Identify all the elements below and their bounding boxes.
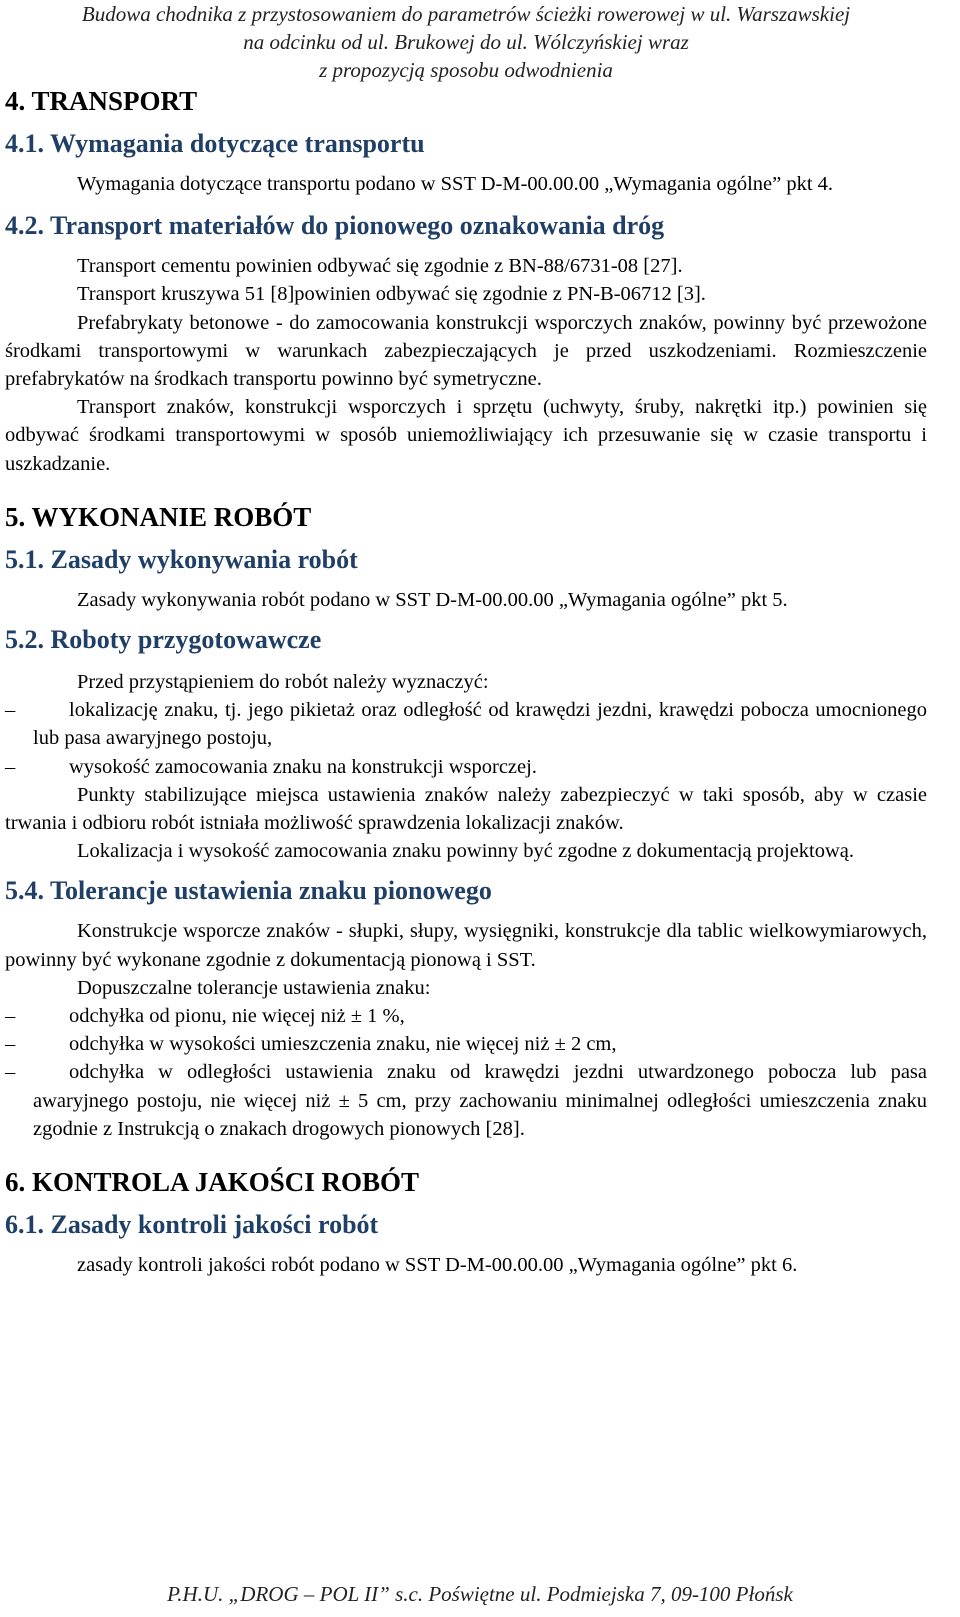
section-6-heading: 6. KONTROLA JAKOŚCI ROBÓT: [5, 1167, 420, 1198]
list-item: [5, 1058, 927, 1143]
header-line-1: Budowa chodnika z przystosowaniem do parametrów ścieżki rowerowej w ul. Warszawskiej: [81, 2, 851, 26]
list-dash: –: [5, 699, 16, 722]
section-5-heading: 5. WYKONANIE ROBÓT: [5, 501, 312, 532]
section-5-2-paragraph-3: Lokalizacja i wysokość zamocowania znaku powinny być zgodne z dokumentacją projektową.: [77, 840, 855, 863]
section-5-2-heading: 5.2. Roboty przygotowawcze: [5, 625, 322, 655]
section-4-2-paragraph-3: Prefabrykaty betonowe - do zamocowania konstrukcji wsporczych znaków, powinny być przewożone środkami transportowymi w warunkach zabezpieczających je przed uszkodzeniami. Rozmieszczenie prefabrykatów na środkach transportu powinno być symetryczne.: [5, 311, 927, 391]
section-5-2-paragraph-2: Punkty stabilizujące miejsca ustawienia znaków należy zabezpieczyć w taki sposób, aby w czasie trwania i odbioru robót istniała możliwość sprawdzenia lokalizacji znaków.: [5, 783, 927, 835]
section-5-2-paragraph-1: Przed przystąpieniem do robót należy wyznaczyć:: [77, 671, 489, 694]
section-4-2-paragraph-1: Transport cementu powinien odbywać się zgodnie z BN-88/6731-08 [27].: [77, 255, 683, 278]
list-item: [5, 753, 927, 781]
list-item-text: odchyłka od pionu, nie więcej niż ± 1 %,: [69, 1005, 405, 1028]
list-item-text: odchyłka w odległości ustawienia znaku od krawędzi jezdni utwardzonego pobocza lub pasa awaryjnego postoju, nie więcej niż ± 5 cm, przy zachowaniu minimalnej odległości umieszczenia znaku zgodnie z Instrukcją o znakach drogowych pionowych [28].: [33, 1061, 927, 1140]
header-line-2: na odcinku od ul. Brukowej do ul. Wólczyńskiej wraz: [243, 30, 689, 54]
list-dash: –: [5, 1033, 16, 1056]
list-item: [5, 1002, 927, 1030]
list-dash: –: [5, 755, 16, 778]
list-item-text: odchyłka w wysokości umieszczenia znaku, nie więcej niż ± 2 cm,: [69, 1033, 617, 1056]
section-6-1-heading: 6.1. Zasady kontroli jakości robót: [5, 1210, 379, 1240]
header-line-3: z propozycją sposobu odwodnienia: [319, 58, 613, 82]
document-header: [5, 0, 927, 84]
section-5-4-paragraph-1: Konstrukcje wsporcze znaków - słupki, słupy, wysięgniki, konstrukcje dla tablic wielkowymiarowych, powinny być wykonane zgodnie z dokumentacją pionową i SST.: [5, 920, 927, 971]
list-item-text: lokalizację znaku, tj. jego pikietaż oraz odległość od krawędzi jezdni, krawędzi pobocza umocnionego lub pasa awaryjnego postoju,: [33, 699, 927, 750]
section-4-2-paragraph-2: Transport kruszywa 51 [8]powinien odbywać się zgodnie z PN-B-06712 [3].: [77, 283, 706, 306]
section-5-4-heading: 5.4. Tolerancje ustawienia znaku pionowego: [5, 876, 492, 906]
section-5-1-heading: 5.1. Zasady wykonywania robót: [5, 544, 358, 574]
section-4-heading: 4. TRANSPORT: [5, 86, 198, 116]
list-dash: –: [5, 1061, 16, 1084]
document-footer: P.H.U. „DROG – POL II” s.c. Poświętne ul. Podmiejska 7, 09-100 Płońsk: [167, 1582, 793, 1606]
section-4-2-heading: 4.2. Transport materiałów do pionowego oznakowania dróg: [5, 211, 665, 241]
document-page: [5, 0, 927, 1279]
list-dash: –: [5, 1005, 16, 1028]
section-4-2-paragraph-4: Transport znaków, konstrukcji wsporczych i sprzętu (uchwyty, śruby, nakrętki itp.) powinien się odbywać środkami transportowymi w sposób uniemożliwiający ich przesuwanie się w czasie transportu i uszkadzanie.: [5, 396, 927, 475]
section-5-1-paragraph: Zasady wykonywania robót podano w SST D-M-00.00.00 „Wymagania ogólne” pkt 5.: [77, 588, 788, 611]
list-item: [5, 1030, 927, 1058]
section-4-1-heading: 4.1. Wymagania dotyczące transportu: [5, 129, 425, 158]
section-6-1-paragraph: zasady kontroli jakości robót podano w SST D-M-00.00.00 „Wymagania ogólne” pkt 6.: [77, 1254, 798, 1277]
list-item-text: wysokość zamocowania znaku na konstrukcji wsporczej.: [69, 755, 537, 778]
section-5-4-paragraph-2: Dopuszczalne tolerancje ustawienia znaku:: [77, 976, 431, 999]
list-item: [5, 696, 927, 752]
section-4-1-paragraph: Wymagania dotyczące transportu podano w SST D-M-00.00.00 „Wymagania ogólne” pkt 4.: [77, 173, 834, 195]
